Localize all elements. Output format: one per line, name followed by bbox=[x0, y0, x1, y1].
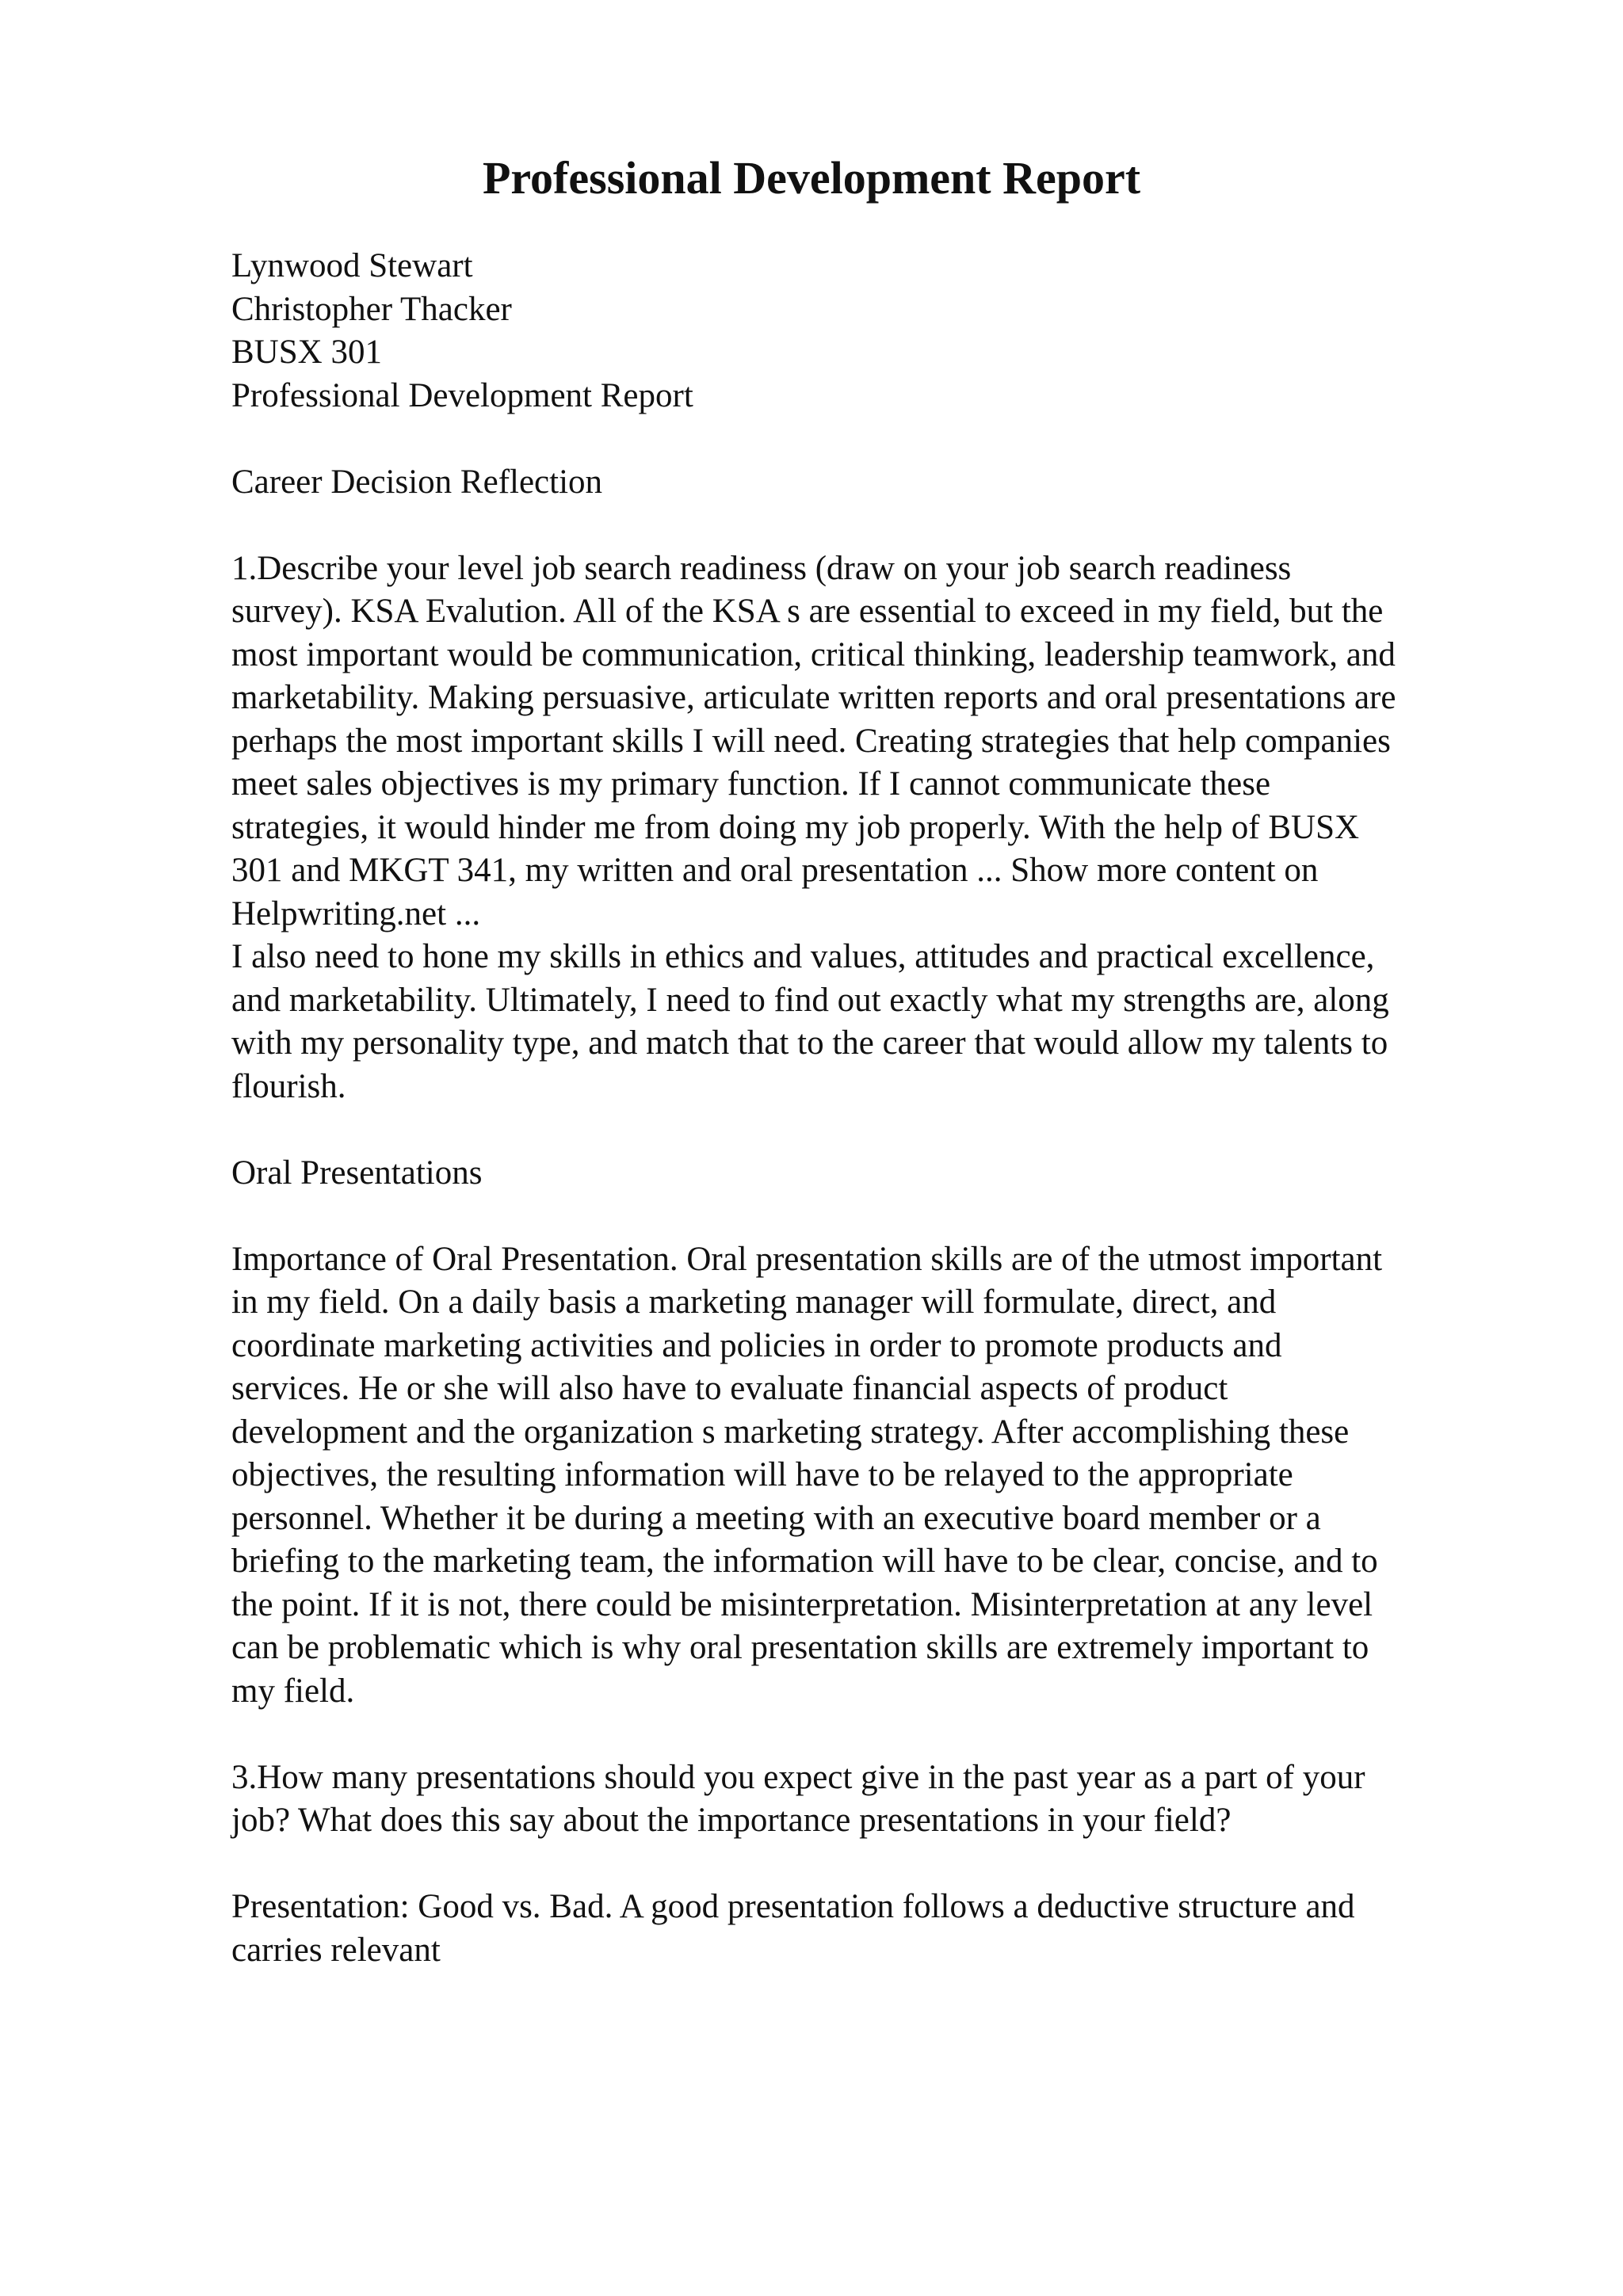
paragraph-line: meet sales objectives is my primary function. If I cannot communicate these bbox=[231, 765, 1271, 803]
paragraph-line: with my personality type, and match that to the career that would allow my talents to bbox=[231, 1024, 1388, 1062]
assignment-name: Professional Development Report bbox=[231, 376, 693, 414]
paragraph-line: survey). KSA Evalution. All of the KSA s are essential to exceed in my field, but the bbox=[231, 593, 1384, 630]
instructor-name: Christopher Thacker bbox=[231, 290, 512, 328]
author-name: Lynwood Stewart bbox=[231, 247, 473, 284]
paragraph-line: Helpwriting.net ... bbox=[231, 894, 481, 933]
paragraph-line: most important would be communication, critical thinking, leadership teamwork, and bbox=[231, 635, 1396, 673]
document-body bbox=[231, 245, 1499, 1972]
paragraph-line: Presentation: Good vs. Bad. A good presentation follows a deductive structure and bbox=[231, 1888, 1355, 1925]
paragraph-job-search bbox=[231, 547, 1499, 1109]
paragraph-line: I also need to hone my skills in ethics and values, attitudes and practical excellence, bbox=[231, 938, 1375, 975]
course-code: BUSX 301 bbox=[231, 334, 382, 371]
paragraph-oral-importance bbox=[231, 1238, 1499, 1714]
paragraph-line: 1.Describe your level job search readiness (draw on your job search readiness bbox=[231, 549, 1292, 587]
spacer bbox=[231, 1195, 1499, 1238]
section-heading-career: Career Decision Reflection bbox=[231, 463, 603, 501]
paragraph-line: services. He or she will also have to evaluate financial aspects of product bbox=[231, 1370, 1228, 1407]
spacer bbox=[231, 1713, 1499, 1756]
header-block bbox=[231, 245, 1499, 418]
paragraph-line: carries relevant bbox=[231, 1931, 441, 1969]
paragraph-line: marketability. Making persuasive, articulate written reports and oral presentations are bbox=[231, 679, 1396, 716]
paragraph-line: job? What does this say about the importance presentations in your field? bbox=[231, 1802, 1232, 1839]
paragraph-line: objectives, the resulting information will have to be relayed to the appropriate bbox=[231, 1456, 1293, 1493]
paragraph-line: briefing to the marketing team, the information will have to be clear, concise, and to bbox=[231, 1543, 1378, 1580]
document-title: Professional Development Report bbox=[482, 152, 1141, 204]
paragraph-line: coordinate marketing activities and policies in order to promote products and bbox=[231, 1326, 1282, 1364]
paragraph-line: strategies, it would hinder me from doing my job properly. With the help of BUSX bbox=[231, 808, 1360, 846]
paragraph-line: development and the organization s marketing strategy. After accomplishing these bbox=[231, 1413, 1350, 1451]
paragraph-good-vs-bad bbox=[231, 1886, 1499, 1972]
paragraph-line: can be problematic which is why oral presentation skills are extremely important to bbox=[231, 1629, 1369, 1666]
section-heading-oral: Oral Presentations bbox=[231, 1154, 483, 1192]
paragraph-line: perhaps the most important skills I will need. Creating strategies that help companies bbox=[231, 722, 1391, 760]
spacer bbox=[231, 1108, 1499, 1152]
spacer bbox=[231, 418, 1499, 461]
paragraph-line: the point. If it is not, there could be misinterpretation. Misinterpretation at any level bbox=[231, 1585, 1373, 1623]
paragraph-line: Importance of Oral Presentation. Oral presentation skills are of the utmost important bbox=[231, 1240, 1383, 1278]
spacer bbox=[231, 1843, 1499, 1886]
paragraph-line: 3.How many presentations should you expect give in the past year as a part of your bbox=[231, 1758, 1365, 1796]
paragraph-line: personnel. Whether it be during a meeting with an executive board member or a bbox=[231, 1499, 1321, 1537]
spacer bbox=[231, 504, 1499, 547]
paragraph-line: in my field. On a daily basis a marketing manager will formulate, direct, and bbox=[231, 1283, 1277, 1321]
paragraph-line: and marketability. Ultimately, I need to find out exactly what my strengths are, along bbox=[231, 981, 1389, 1019]
paragraph-line: my field. bbox=[231, 1672, 355, 1710]
paragraph-presentation-count bbox=[231, 1756, 1499, 1843]
paragraph-line: flourish. bbox=[231, 1067, 346, 1105]
paragraph-line: 301 and MKGT 341, my written and oral presentation ... Show more content on bbox=[231, 852, 1319, 889]
